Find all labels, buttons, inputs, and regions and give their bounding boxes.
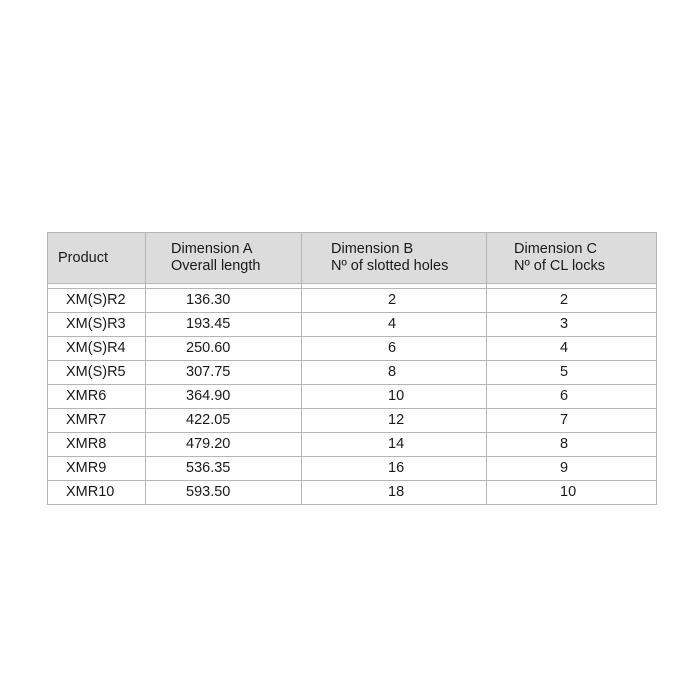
dimension-a-cell: 479.20 [146,433,302,457]
dimension-c-cell: 8 [487,433,657,457]
product-cell: XMR8 [48,433,146,457]
product-cell: XM(S)R5 [48,361,146,385]
table-row [48,313,657,337]
dimension-b-cell: 18 [302,481,487,505]
dimension-a-cell: 136.30 [146,289,302,313]
header-dimension-a-title: Dimension A [171,241,253,257]
header-dimension-c-subtitle: Nº of CL locks [514,258,605,274]
product-cell: XM(S)R3 [48,313,146,337]
table-row [48,409,657,433]
table-row [48,337,657,361]
header-dimension-c-title: Dimension C [514,241,597,257]
product-cell: XMR6 [48,385,146,409]
dimension-a-cell: 193.45 [146,313,302,337]
header-dimension-b-title: Dimension B [331,241,414,257]
dimension-c-cell: 10 [487,481,657,505]
header-product-label: Product [58,249,108,266]
product-cell: XM(S)R2 [48,289,146,313]
header-dimension-c [487,233,657,284]
dimension-a-cell: 593.50 [146,481,302,505]
dimension-c-cell: 2 [487,289,657,313]
header-dimension-a-subtitle: Overall length [171,258,261,274]
product-cell: XM(S)R4 [48,337,146,361]
table-row [48,457,657,481]
product-dimensions-table [47,232,657,505]
dimension-a-cell: 422.05 [146,409,302,433]
header-dimension-a [146,233,302,284]
header-dimension-b-subtitle: Nº of slotted holes [331,258,449,274]
header-dimension-b [302,233,487,284]
product-cell: XMR9 [48,457,146,481]
dimension-b-cell: 2 [302,289,487,313]
dimension-b-cell: 10 [302,385,487,409]
table-row [48,361,657,385]
dimension-c-cell: 7 [487,409,657,433]
dimension-b-cell: 8 [302,361,487,385]
dimension-b-cell: 6 [302,337,487,361]
table-body [48,284,657,505]
dimension-b-cell: 16 [302,457,487,481]
product-cell: XMR10 [48,481,146,505]
dimension-b-cell: 4 [302,313,487,337]
header-product [48,233,146,284]
table-row [48,433,657,457]
dimension-b-cell: 14 [302,433,487,457]
dimension-a-cell: 250.60 [146,337,302,361]
dimension-c-cell: 5 [487,361,657,385]
dimension-b-cell: 12 [302,409,487,433]
dimension-a-cell: 364.90 [146,385,302,409]
dimension-c-cell: 9 [487,457,657,481]
table-header [48,233,657,284]
table-row [48,385,657,409]
table-row [48,289,657,313]
header-row [48,233,657,284]
product-cell: XMR7 [48,409,146,433]
dimension-c-cell: 3 [487,313,657,337]
dimension-a-cell: 307.75 [146,361,302,385]
dimension-c-cell: 4 [487,337,657,361]
dimension-c-cell: 6 [487,385,657,409]
dimension-a-cell: 536.35 [146,457,302,481]
table-row [48,481,657,505]
